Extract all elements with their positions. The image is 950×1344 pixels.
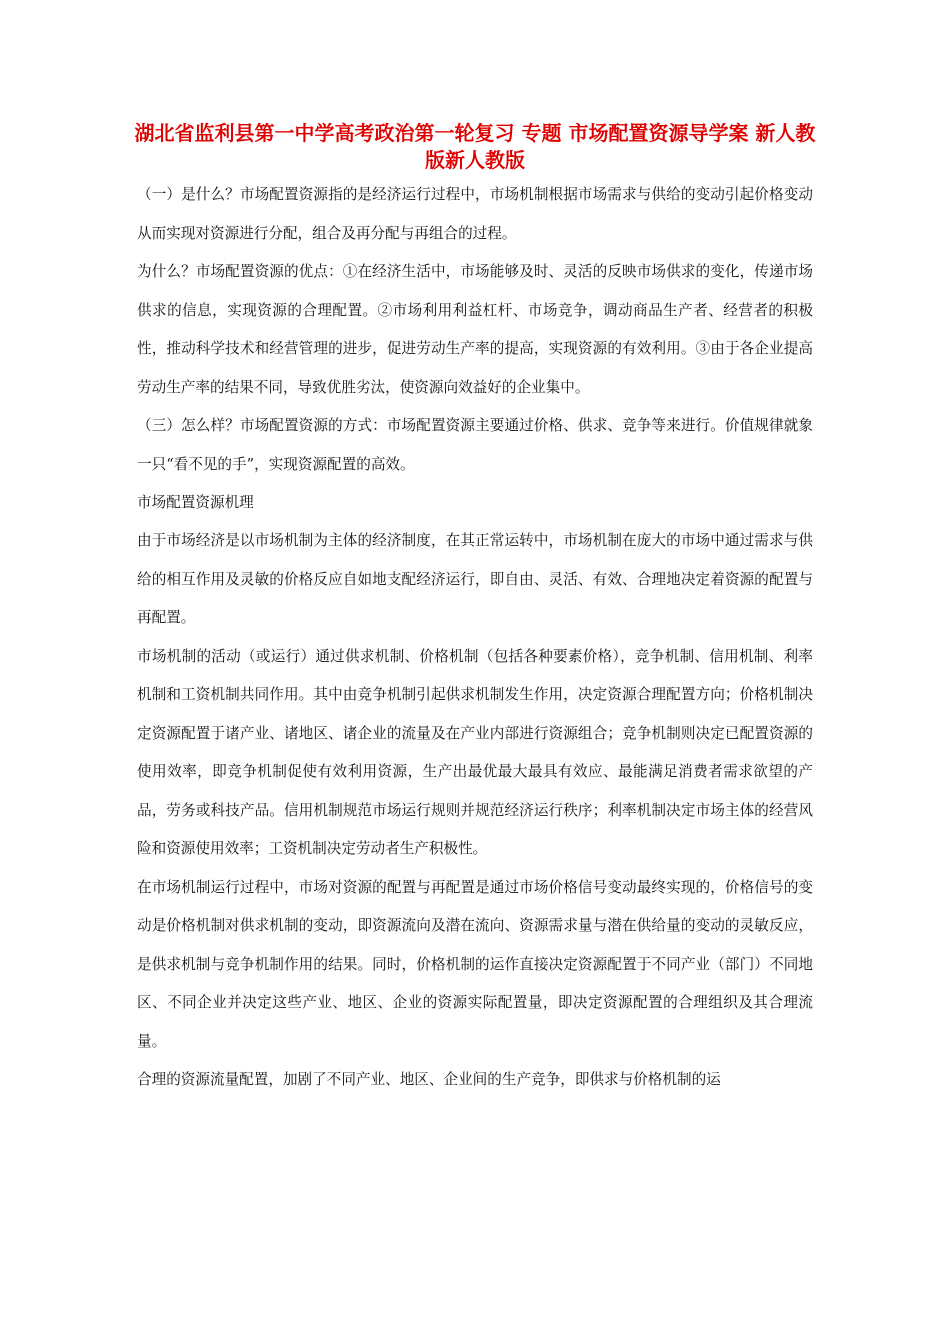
- document-title: 湖北省监利县第一中学高考政治第一轮复习 专题 市场配置资源导学案 新人教版新人教版: [134, 121, 816, 172]
- paragraph-market-economy: 由于市场经济是以市场机制为主体的经济制度，在其正常运转中，市场机制在庞大的市场中通过需求与供给的相互作用及灵敏的价格反应自如地支配经济运行，即自由、灵活、有效、合理地决定着资源的配置与再配置。: [137, 532, 813, 626]
- paragraph-price-signal: 在市场机制运行过程中，市场对资源的配置与再配置是通过市场价格信号变动最终实现的，价格信号的变动是价格机制对供求机制的变动，即资源流向及潜在流向、资源需求量与潜在供给量的变动的灵敏反应，是供求机制与竞争机制作用的结果。同时，价格机制的运作直接决定资源配置于不同产业（部门）不同地区、不同企业并决定这些产业、地区、企业的资源实际配置量，即决定资源配置的合理组织及其合理流量。: [137, 878, 813, 1050]
- paragraph-market-mechanism-activity: 市场机制的活动（或运行）通过供求机制、价格机制（包括各种要素价格），竞争机制、信用机制、利率机制和工资机制共同作用。其中由竞争机制引起供求机制发生作用，决定资源合理配置方向；价格机制决定资源配置于诸产业、诸地区、诸企业的流量及在产业内部进行资源组合；竞争机制则决定已配置资源的使用效率，即竞争机制促使有效利用资源，生产出最优最大最具有效应、最能满足消费者需求欲望的产品，劳务或科技产品。信用机制规范市场运行规则并规范经济运行秩序；利率机制决定市场主体的经营风险和资源使用效率；工资机制决定劳动者生产积极性。: [137, 647, 813, 857]
- paragraph-what: （一）是什么？市场配置资源指的是经济运行过程中，市场机制根据市场需求与供给的变动引起价格变动从而实现对资源进行分配，组合及再分配与再组合的过程。: [137, 186, 813, 242]
- paragraph-resource-flow: 合理的资源流量配置，加剧了不同产业、地区、企业间的生产竞争，即供求与价格机制的运: [137, 1071, 721, 1088]
- paragraph-how: （三）怎么样？市场配置资源的方式：市场配置资源主要通过价格、供求、竞争等来进行。价值规律就象一只“看不见的手”，实现资源配置的高效。: [137, 417, 813, 473]
- section-heading-mechanism: 市场配置资源机理: [137, 494, 254, 511]
- paragraph-why: 为什么？市场配置资源的优点：①在经济生活中，市场能够及时、灵活的反映市场供求的变化，传递市场供求的信息，实现资源的合理配置。②市场利用利益杠杆、市场竞争，调动商品生产者、经营者的积极性，推动科学技术和经营管理的进步，促进劳动生产率的提高，实现资源的有效利用。③由于各企业提高劳动生产率的结果不同，导致优胜劣汰，使资源向效益好的企业集中。: [137, 263, 813, 396]
- document-body: [137, 176, 813, 1100]
